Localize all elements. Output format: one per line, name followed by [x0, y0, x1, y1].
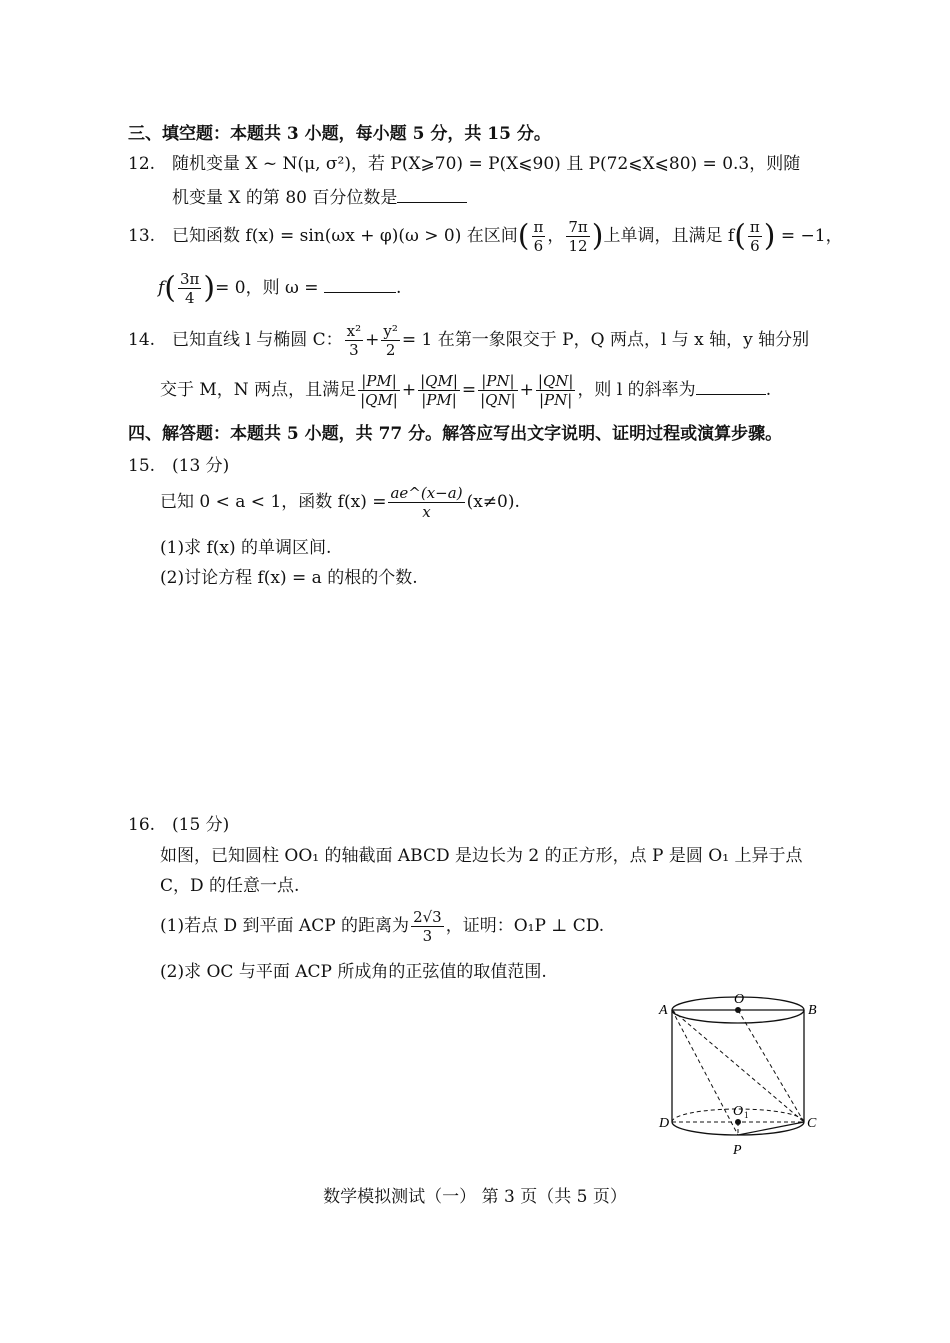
q16-header — [128, 815, 229, 835]
q12-text-1: 随机变量 X ~ N(μ, σ²)，若 P(X⩾70) = P(X⩽90) 且 P(72⩽X⩽80) = 0.3，则随 — [172, 154, 801, 174]
q13-paren-open-2: ( — [734, 218, 746, 254]
page-footer: 数学模拟测试（一） 第 3 页（共 5 页） — [323, 1187, 627, 1207]
q13-frac-a — [532, 218, 546, 255]
q16-score: (15 分) — [172, 815, 230, 835]
q13-frac-c — [748, 218, 762, 255]
q13-frac-d-den: 4 — [184, 289, 195, 307]
q16-frac-g — [411, 908, 444, 945]
q14-frac-f2-num: |QM| — [420, 372, 458, 390]
q15-score: (13 分) — [172, 456, 230, 476]
q12-line1 — [128, 154, 800, 174]
label-a: A — [659, 1003, 668, 1018]
label-b: B — [808, 1003, 817, 1018]
q14-frac-f4 — [536, 372, 576, 409]
q13-text-4: f — [158, 278, 165, 298]
q14-frac-f3-den: |QN| — [480, 391, 516, 409]
q14-answer-blank — [696, 378, 766, 395]
q16-number: 16. — [128, 815, 156, 835]
q13-paren-close: ) — [591, 218, 604, 254]
q14-equals: = — [461, 380, 477, 400]
section3-heading: 三、填空题：本题共 3 小题，每小题 5 分，共 15 分。 — [128, 124, 551, 144]
q13-paren-close-2: ) — [763, 218, 776, 254]
q14-frac-f4-num: |QN| — [537, 372, 574, 390]
q15-part1: (1)求 f(x) 的单调区间. — [160, 538, 332, 558]
q14-text-1: 已知直线 l 与椭圆 C： — [172, 330, 343, 350]
q15-frac-fn-den: x — [422, 503, 431, 521]
q12-number: 12. — [128, 154, 156, 174]
q13-frac-b-num: 7π — [568, 218, 588, 236]
q13-text-5: = 0，则 ω = — [215, 278, 319, 298]
q13-text-6: . — [395, 278, 402, 298]
q13-text-2: 上单调，且满足 f — [603, 226, 735, 246]
q13-paren-close-3: ) — [203, 270, 216, 306]
q13-frac-c-num: π — [749, 218, 760, 236]
q14-frac-f1-num: |PM| — [358, 372, 400, 391]
cylinder-figure — [655, 990, 825, 1160]
q13-frac-d-num: 3π — [180, 270, 200, 288]
q15-frac-fn — [388, 484, 464, 521]
q14-frac-f3-num: |PN| — [478, 372, 518, 391]
label-c: C — [807, 1116, 817, 1131]
q15-part2: (2)讨论方程 f(x) = a 的根的个数. — [160, 568, 418, 588]
q13-frac-b-den: 12 — [568, 237, 588, 255]
q13-line1: 13. 已知函数 f(x) = sin(ωx + φ)(ω > 0) 在区间( $\frac{\pi}{6}$ ， $\frac{7\pi}{12}$ )上单调，且满足 f( $\frac{\pi}{6}$ ) = −1， — [128, 218, 843, 255]
segment-ap — [672, 1010, 738, 1135]
q15-number: 15. — [128, 456, 156, 476]
q14-text-5: . — [765, 380, 772, 400]
q14-frac-f3 — [478, 372, 518, 409]
q14-text-2: = 1 在第一象限交于 P，Q 两点，l 与 x 轴，y 轴分别 — [401, 330, 810, 350]
q13-line2 — [158, 270, 401, 307]
q13-frac-d — [178, 270, 201, 307]
q15-stem — [160, 484, 520, 521]
q15-text-1: 已知 0 < a < 1，函数 f(x) = — [160, 492, 387, 512]
segment-oc — [738, 1010, 804, 1122]
label-p: P — [733, 1143, 742, 1158]
q14-frac-f4-den: |PN| — [539, 391, 573, 409]
q14-plus-2: + — [401, 380, 417, 400]
q13-frac-c-den: 6 — [750, 237, 760, 255]
label-d: D — [659, 1116, 670, 1131]
q14-number: 14. — [128, 330, 156, 350]
q14-line1 — [128, 322, 809, 359]
q15-frac-fn-num: ae^(x−a) — [390, 484, 463, 502]
q16-frac-g-den: 3 — [422, 927, 433, 945]
q14-frac-e1 — [345, 322, 363, 359]
q13-text-3: = −1， — [780, 226, 843, 246]
q13-frac-a-den: 6 — [533, 237, 544, 255]
q16-stem-2: C，D 的任意一点. — [160, 876, 300, 896]
q15-text-2: (x≠0). — [466, 492, 520, 512]
q13-text-1: 已知函数 f(x) = sin(ωx + φ)(ω > 0) 在区间 — [172, 226, 518, 246]
q12-text-2: 机变量 X 的第 80 百分位数是 — [172, 188, 398, 208]
q13-number: 13. — [128, 226, 156, 246]
q13-paren-open-3: ( — [164, 270, 177, 306]
q16-part1 — [160, 908, 604, 945]
label-o: O — [734, 992, 745, 1007]
q12-line2 — [172, 186, 467, 208]
label-o1-subscript: 1 — [744, 1110, 749, 1120]
q14-line2 — [160, 372, 771, 409]
q14-frac-f2-den: |PM| — [421, 391, 457, 409]
q14-frac-f1 — [358, 372, 400, 409]
q16-frac-g-num: 2√3 — [413, 908, 442, 926]
q13-paren-open: ( — [517, 218, 530, 254]
q14-frac-e2-den: 2 — [385, 341, 396, 359]
q14-frac-e2-num: y² — [383, 322, 398, 340]
section4-heading: 四、解答题：本题共 5 小题，共 77 分。解答应写出文字说明、证明过程或演算步骤。 — [128, 424, 783, 444]
q16-stem-1: 如图，已知圆柱 OO₁ 的轴截面 ABCD 是边长为 2 的正方形，点 P 是圆 O₁ 上异于点 — [160, 846, 803, 866]
q13-frac-b — [566, 218, 589, 255]
q14-frac-e2 — [381, 322, 400, 359]
q16-part1-text-a: (1)若点 D 到平面 ACP 的距离为 — [160, 916, 410, 936]
q14-text-3: 交于 M，N 两点，且满足 — [160, 380, 357, 400]
q16-part2: (2)求 OC 与平面 ACP 所成角的正弦值的取值范围. — [160, 962, 547, 982]
q14-frac-e1-den: 3 — [349, 341, 359, 359]
q16-part1-text-b: ，证明：O₁P ⊥ CD. — [445, 916, 605, 936]
q14-frac-f1-den: |QM| — [360, 391, 398, 409]
label-o1: O — [733, 1104, 744, 1119]
q14-plus-1: + — [365, 330, 380, 350]
q12-answer-blank — [397, 186, 467, 203]
q15-header — [128, 456, 229, 476]
point-o — [735, 1007, 741, 1013]
q14-text-4: ，则 l 的斜率为 — [577, 380, 696, 400]
q13-answer-blank — [324, 276, 396, 293]
q14-frac-f2 — [418, 372, 460, 409]
q14-plus-3: + — [519, 380, 534, 400]
q13-frac-a-num: π — [533, 218, 544, 236]
point-o1 — [735, 1119, 741, 1125]
q14-frac-e1-num: x² — [346, 322, 362, 340]
